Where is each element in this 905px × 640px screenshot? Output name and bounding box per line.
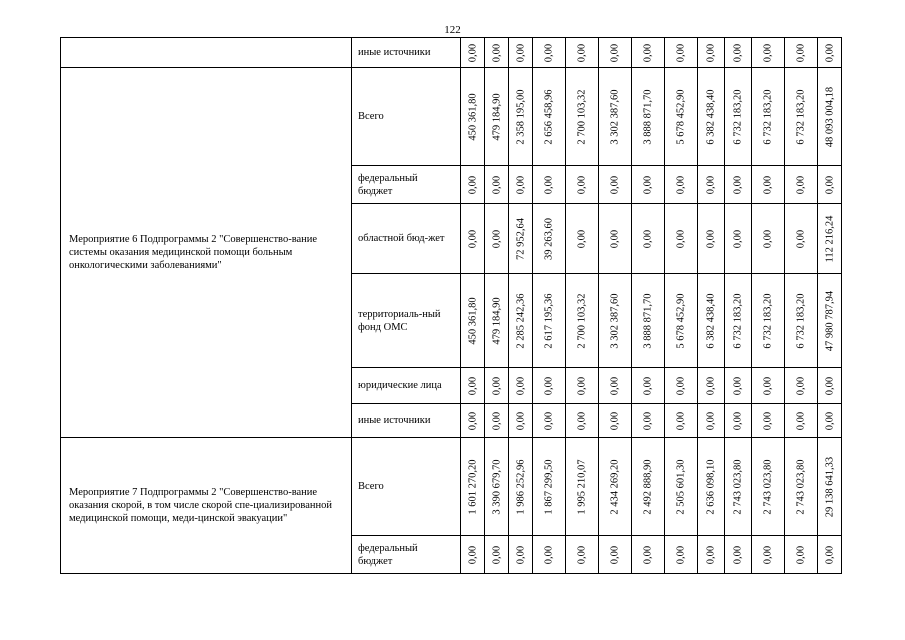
value-text: 0,00: [576, 229, 588, 248]
value-text: 0,00: [732, 43, 744, 62]
value-text: 0,00: [762, 376, 774, 395]
value-text: 1 601 270,20: [467, 458, 478, 515]
value-cell: [665, 38, 698, 68]
value-cell: [509, 274, 533, 368]
value-cell: [566, 274, 599, 368]
value-cell: [818, 166, 842, 204]
value-cell: [599, 166, 632, 204]
value-text: 1 986 252,96: [515, 458, 526, 515]
value-cell: [632, 368, 665, 404]
funding-source-cell: иные источники: [352, 404, 461, 438]
value-text: 0,00: [576, 376, 588, 395]
value-cell: [566, 204, 599, 274]
value-cell: [599, 368, 632, 404]
value-text: 0,00: [795, 175, 807, 194]
value-text: 6 382 438,40: [705, 292, 717, 349]
value-text: 0,00: [491, 411, 502, 430]
value-cell: [599, 404, 632, 438]
value-text: 0,00: [467, 411, 478, 430]
value-text: 0,00: [609, 411, 621, 430]
value-text: 0,00: [576, 411, 588, 430]
value-text: 0,00: [824, 545, 835, 564]
value-cell: [785, 536, 818, 574]
value-text: 0,00: [705, 545, 717, 564]
value-cell: [785, 204, 818, 274]
value-text: 2 492 888,90: [642, 458, 654, 515]
value-text: 0,00: [609, 376, 621, 395]
value-text: 47 980 787,94: [824, 290, 835, 351]
value-text: 0,00: [467, 229, 478, 248]
value-cell: [818, 38, 842, 68]
value-text: 0,00: [491, 43, 502, 62]
value-cell: [752, 274, 785, 368]
value-text: 2 636 098,10: [705, 458, 717, 515]
value-text: 0,00: [609, 545, 621, 564]
value-text: 0,00: [642, 175, 654, 194]
value-cell: [725, 166, 752, 204]
value-cell: [632, 38, 665, 68]
value-text: 0,00: [642, 229, 654, 248]
value-cell: [566, 166, 599, 204]
value-cell: [698, 68, 725, 166]
value-text: 0,00: [609, 175, 621, 194]
value-cell: [698, 404, 725, 438]
value-cell: [599, 274, 632, 368]
value-cell: [752, 166, 785, 204]
value-cell: [509, 368, 533, 404]
value-text: 3 302 387,60: [609, 88, 621, 145]
value-text: 0,00: [543, 43, 555, 62]
value-text: 2 743 023,80: [762, 458, 774, 515]
value-cell: [698, 166, 725, 204]
value-cell: [599, 38, 632, 68]
value-cell: [818, 404, 842, 438]
value-cell: [509, 404, 533, 438]
event-cell: Мероприятие 6 Подпрограммы 2 "Совершенство-вание системы оказания медицинской помощи больным онкологическими заболеваниями": [61, 68, 352, 438]
value-text: 1 995 210,07: [576, 458, 588, 515]
value-text: 479 184,90: [491, 296, 502, 345]
value-text: 0,00: [705, 175, 717, 194]
table-row: [61, 68, 842, 166]
value-text: 450 361,80: [467, 296, 478, 345]
value-cell: [665, 166, 698, 204]
value-text: 2 505 601,30: [675, 458, 687, 515]
value-cell: [698, 274, 725, 368]
value-cell: [461, 204, 485, 274]
value-cell: [818, 204, 842, 274]
value-cell: [566, 68, 599, 166]
value-cell: [698, 536, 725, 574]
value-text: 39 263,60: [543, 217, 555, 260]
value-cell: [566, 536, 599, 574]
value-cell: [698, 204, 725, 274]
value-text: 72 952,64: [515, 217, 526, 260]
value-text: 6 382 438,40: [705, 88, 717, 145]
value-text: 0,00: [705, 43, 717, 62]
value-cell: [485, 38, 509, 68]
value-text: 0,00: [795, 229, 807, 248]
value-cell: [752, 68, 785, 166]
value-cell: [485, 404, 509, 438]
value-cell: [725, 536, 752, 574]
value-cell: [599, 536, 632, 574]
value-text: 3 302 387,60: [609, 292, 621, 349]
value-cell: [752, 38, 785, 68]
value-cell: [485, 204, 509, 274]
value-cell: [818, 368, 842, 404]
value-cell: [785, 274, 818, 368]
value-text: 0,00: [467, 545, 478, 564]
value-text: 450 361,80: [467, 92, 478, 141]
value-cell: [461, 368, 485, 404]
value-text: 0,00: [762, 545, 774, 564]
value-text: 0,00: [467, 376, 478, 395]
event-cell: Мероприятие 7 Подпрограммы 2 "Совершенство-вание оказания скорой, в том числе скорой спе-циализированной медицинской помощи, меди-цинской эвакуации": [61, 438, 352, 574]
value-text: 0,00: [824, 376, 835, 395]
value-text: 0,00: [609, 43, 621, 62]
value-text: 0,00: [675, 411, 687, 430]
value-text: 0,00: [576, 545, 588, 564]
value-cell: [632, 166, 665, 204]
value-text: 0,00: [491, 229, 502, 248]
value-cell: [533, 38, 566, 68]
value-cell: [785, 404, 818, 438]
value-cell: [533, 404, 566, 438]
value-text: 0,00: [515, 411, 526, 430]
value-text: 0,00: [732, 376, 744, 395]
value-text: 0,00: [705, 411, 717, 430]
value-text: 0,00: [576, 43, 588, 62]
value-text: 0,00: [543, 545, 555, 564]
value-text: 0,00: [515, 175, 526, 194]
value-text: 0,00: [515, 545, 526, 564]
value-text: 0,00: [491, 376, 502, 395]
value-text: 0,00: [795, 545, 807, 564]
value-cell: [665, 404, 698, 438]
value-text: 3 390 679,70: [491, 458, 502, 515]
value-cell: [533, 166, 566, 204]
value-text: 1 867 299,50: [543, 458, 555, 515]
value-text: 5 678 452,90: [675, 88, 687, 145]
value-text: 0,00: [609, 229, 621, 248]
value-cell: [533, 274, 566, 368]
value-text: 0,00: [732, 175, 744, 194]
value-cell: [485, 536, 509, 574]
value-cell: [632, 404, 665, 438]
value-text: 0,00: [467, 43, 478, 62]
value-text: 0,00: [543, 175, 555, 194]
value-cell: [632, 438, 665, 536]
value-cell: [485, 166, 509, 204]
table-row: [61, 38, 842, 68]
value-cell: [509, 38, 533, 68]
value-text: 0,00: [824, 411, 835, 430]
value-cell: [461, 404, 485, 438]
value-text: 0,00: [824, 43, 835, 62]
value-cell: [461, 274, 485, 368]
value-text: 6 732 183,20: [732, 292, 744, 349]
value-text: 112 216,24: [824, 215, 835, 262]
funding-source-cell: территориаль-ный фонд ОМС: [352, 274, 461, 368]
value-text: 0,00: [675, 376, 687, 395]
funding-source-cell: областной бюд-жет: [352, 204, 461, 274]
value-text: 0,00: [762, 229, 774, 248]
value-cell: [461, 68, 485, 166]
value-text: 0,00: [642, 411, 654, 430]
value-text: 0,00: [675, 43, 687, 62]
value-cell: [752, 368, 785, 404]
value-text: 29 138 641,33: [824, 456, 835, 517]
value-text: 0,00: [732, 229, 744, 248]
budget-table: [60, 37, 842, 574]
value-text: 0,00: [515, 43, 526, 62]
value-cell: [785, 438, 818, 536]
value-cell: [665, 368, 698, 404]
value-cell: [785, 38, 818, 68]
value-text: 2 743 023,80: [732, 458, 744, 515]
value-cell: [665, 274, 698, 368]
value-text: 0,00: [795, 376, 807, 395]
value-text: 0,00: [491, 175, 502, 194]
value-text: 0,00: [675, 175, 687, 194]
value-cell: [599, 204, 632, 274]
value-cell: [509, 68, 533, 166]
value-text: 0,00: [795, 411, 807, 430]
value-cell: [566, 438, 599, 536]
funding-source-cell: Всего: [352, 68, 461, 166]
value-cell: [485, 368, 509, 404]
value-cell: [509, 204, 533, 274]
value-cell: [785, 166, 818, 204]
value-text: 0,00: [515, 376, 526, 395]
value-cell: [599, 438, 632, 536]
value-text: 0,00: [732, 411, 744, 430]
value-cell: [752, 204, 785, 274]
value-text: 0,00: [762, 43, 774, 62]
value-cell: [632, 204, 665, 274]
value-text: 2 656 458,96: [543, 88, 555, 145]
value-text: 2 743 023,80: [795, 458, 807, 515]
value-text: 0,00: [642, 545, 654, 564]
value-cell: [665, 204, 698, 274]
value-text: 6 732 183,20: [732, 88, 744, 145]
value-text: 2 434 269,20: [609, 458, 621, 515]
value-text: 2 358 195,00: [515, 88, 526, 145]
value-cell: [566, 368, 599, 404]
value-cell: [533, 68, 566, 166]
funding-source-cell: Всего: [352, 438, 461, 536]
value-text: 2 700 103,32: [576, 88, 588, 145]
value-cell: [566, 404, 599, 438]
funding-source-cell: юридические лица: [352, 368, 461, 404]
value-text: 0,00: [705, 229, 717, 248]
value-text: 6 732 183,20: [762, 88, 774, 145]
value-text: 0,00: [824, 175, 835, 194]
value-cell: [509, 438, 533, 536]
value-cell: [725, 38, 752, 68]
value-cell: [665, 438, 698, 536]
value-cell: [461, 166, 485, 204]
value-cell: [533, 438, 566, 536]
value-text: 6 732 183,20: [795, 88, 807, 145]
value-text: 2 700 103,32: [576, 292, 588, 349]
value-text: 3 888 871,70: [642, 88, 654, 145]
value-cell: [509, 536, 533, 574]
value-cell: [785, 68, 818, 166]
value-cell: [818, 68, 842, 166]
funding-source-cell: федеральный бюджет: [352, 166, 461, 204]
value-text: 0,00: [762, 175, 774, 194]
value-text: 5 678 452,90: [675, 292, 687, 349]
value-cell: [485, 274, 509, 368]
value-text: 0,00: [705, 376, 717, 395]
value-text: 6 732 183,20: [795, 292, 807, 349]
value-text: 0,00: [543, 411, 555, 430]
value-cell: [818, 274, 842, 368]
value-text: 0,00: [732, 545, 744, 564]
page-number: 122: [444, 24, 461, 36]
value-cell: [665, 536, 698, 574]
value-cell: [566, 38, 599, 68]
value-cell: [509, 166, 533, 204]
value-text: 0,00: [642, 376, 654, 395]
value-cell: [461, 38, 485, 68]
table-row: [61, 438, 842, 536]
value-cell: [698, 438, 725, 536]
value-cell: [665, 68, 698, 166]
value-text: 0,00: [675, 545, 687, 564]
value-text: 48 093 004,18: [824, 86, 835, 147]
value-cell: [632, 274, 665, 368]
value-cell: [599, 68, 632, 166]
value-cell: [725, 204, 752, 274]
value-text: 0,00: [467, 175, 478, 194]
value-cell: [632, 68, 665, 166]
value-text: 0,00: [795, 43, 807, 62]
value-cell: [785, 368, 818, 404]
funding-source-cell: федеральный бюджет: [352, 536, 461, 574]
value-cell: [533, 536, 566, 574]
value-cell: [752, 536, 785, 574]
value-cell: [461, 536, 485, 574]
value-cell: [698, 368, 725, 404]
value-cell: [818, 438, 842, 536]
value-cell: [725, 368, 752, 404]
value-cell: [698, 38, 725, 68]
value-cell: [725, 438, 752, 536]
value-text: 0,00: [576, 175, 588, 194]
value-text: 6 732 183,20: [762, 292, 774, 349]
value-cell: [725, 274, 752, 368]
value-cell: [533, 204, 566, 274]
value-cell: [533, 368, 566, 404]
value-cell: [752, 404, 785, 438]
value-cell: [752, 438, 785, 536]
value-text: 0,00: [762, 411, 774, 430]
value-cell: [485, 438, 509, 536]
value-cell: [725, 404, 752, 438]
value-text: 0,00: [642, 43, 654, 62]
value-text: 2 617 195,36: [543, 292, 555, 349]
value-text: 3 888 871,70: [642, 292, 654, 349]
value-cell: [632, 536, 665, 574]
value-cell: [485, 68, 509, 166]
value-cell: [461, 438, 485, 536]
value-cell: [818, 536, 842, 574]
event-cell-empty: [61, 38, 352, 68]
value-text: 2 285 242,36: [515, 292, 526, 349]
value-text: 0,00: [543, 376, 555, 395]
value-text: 0,00: [491, 545, 502, 564]
value-cell: [725, 68, 752, 166]
value-text: 0,00: [675, 229, 687, 248]
value-text: 479 184,90: [491, 92, 502, 141]
funding-source-cell: иные источники: [352, 38, 461, 68]
